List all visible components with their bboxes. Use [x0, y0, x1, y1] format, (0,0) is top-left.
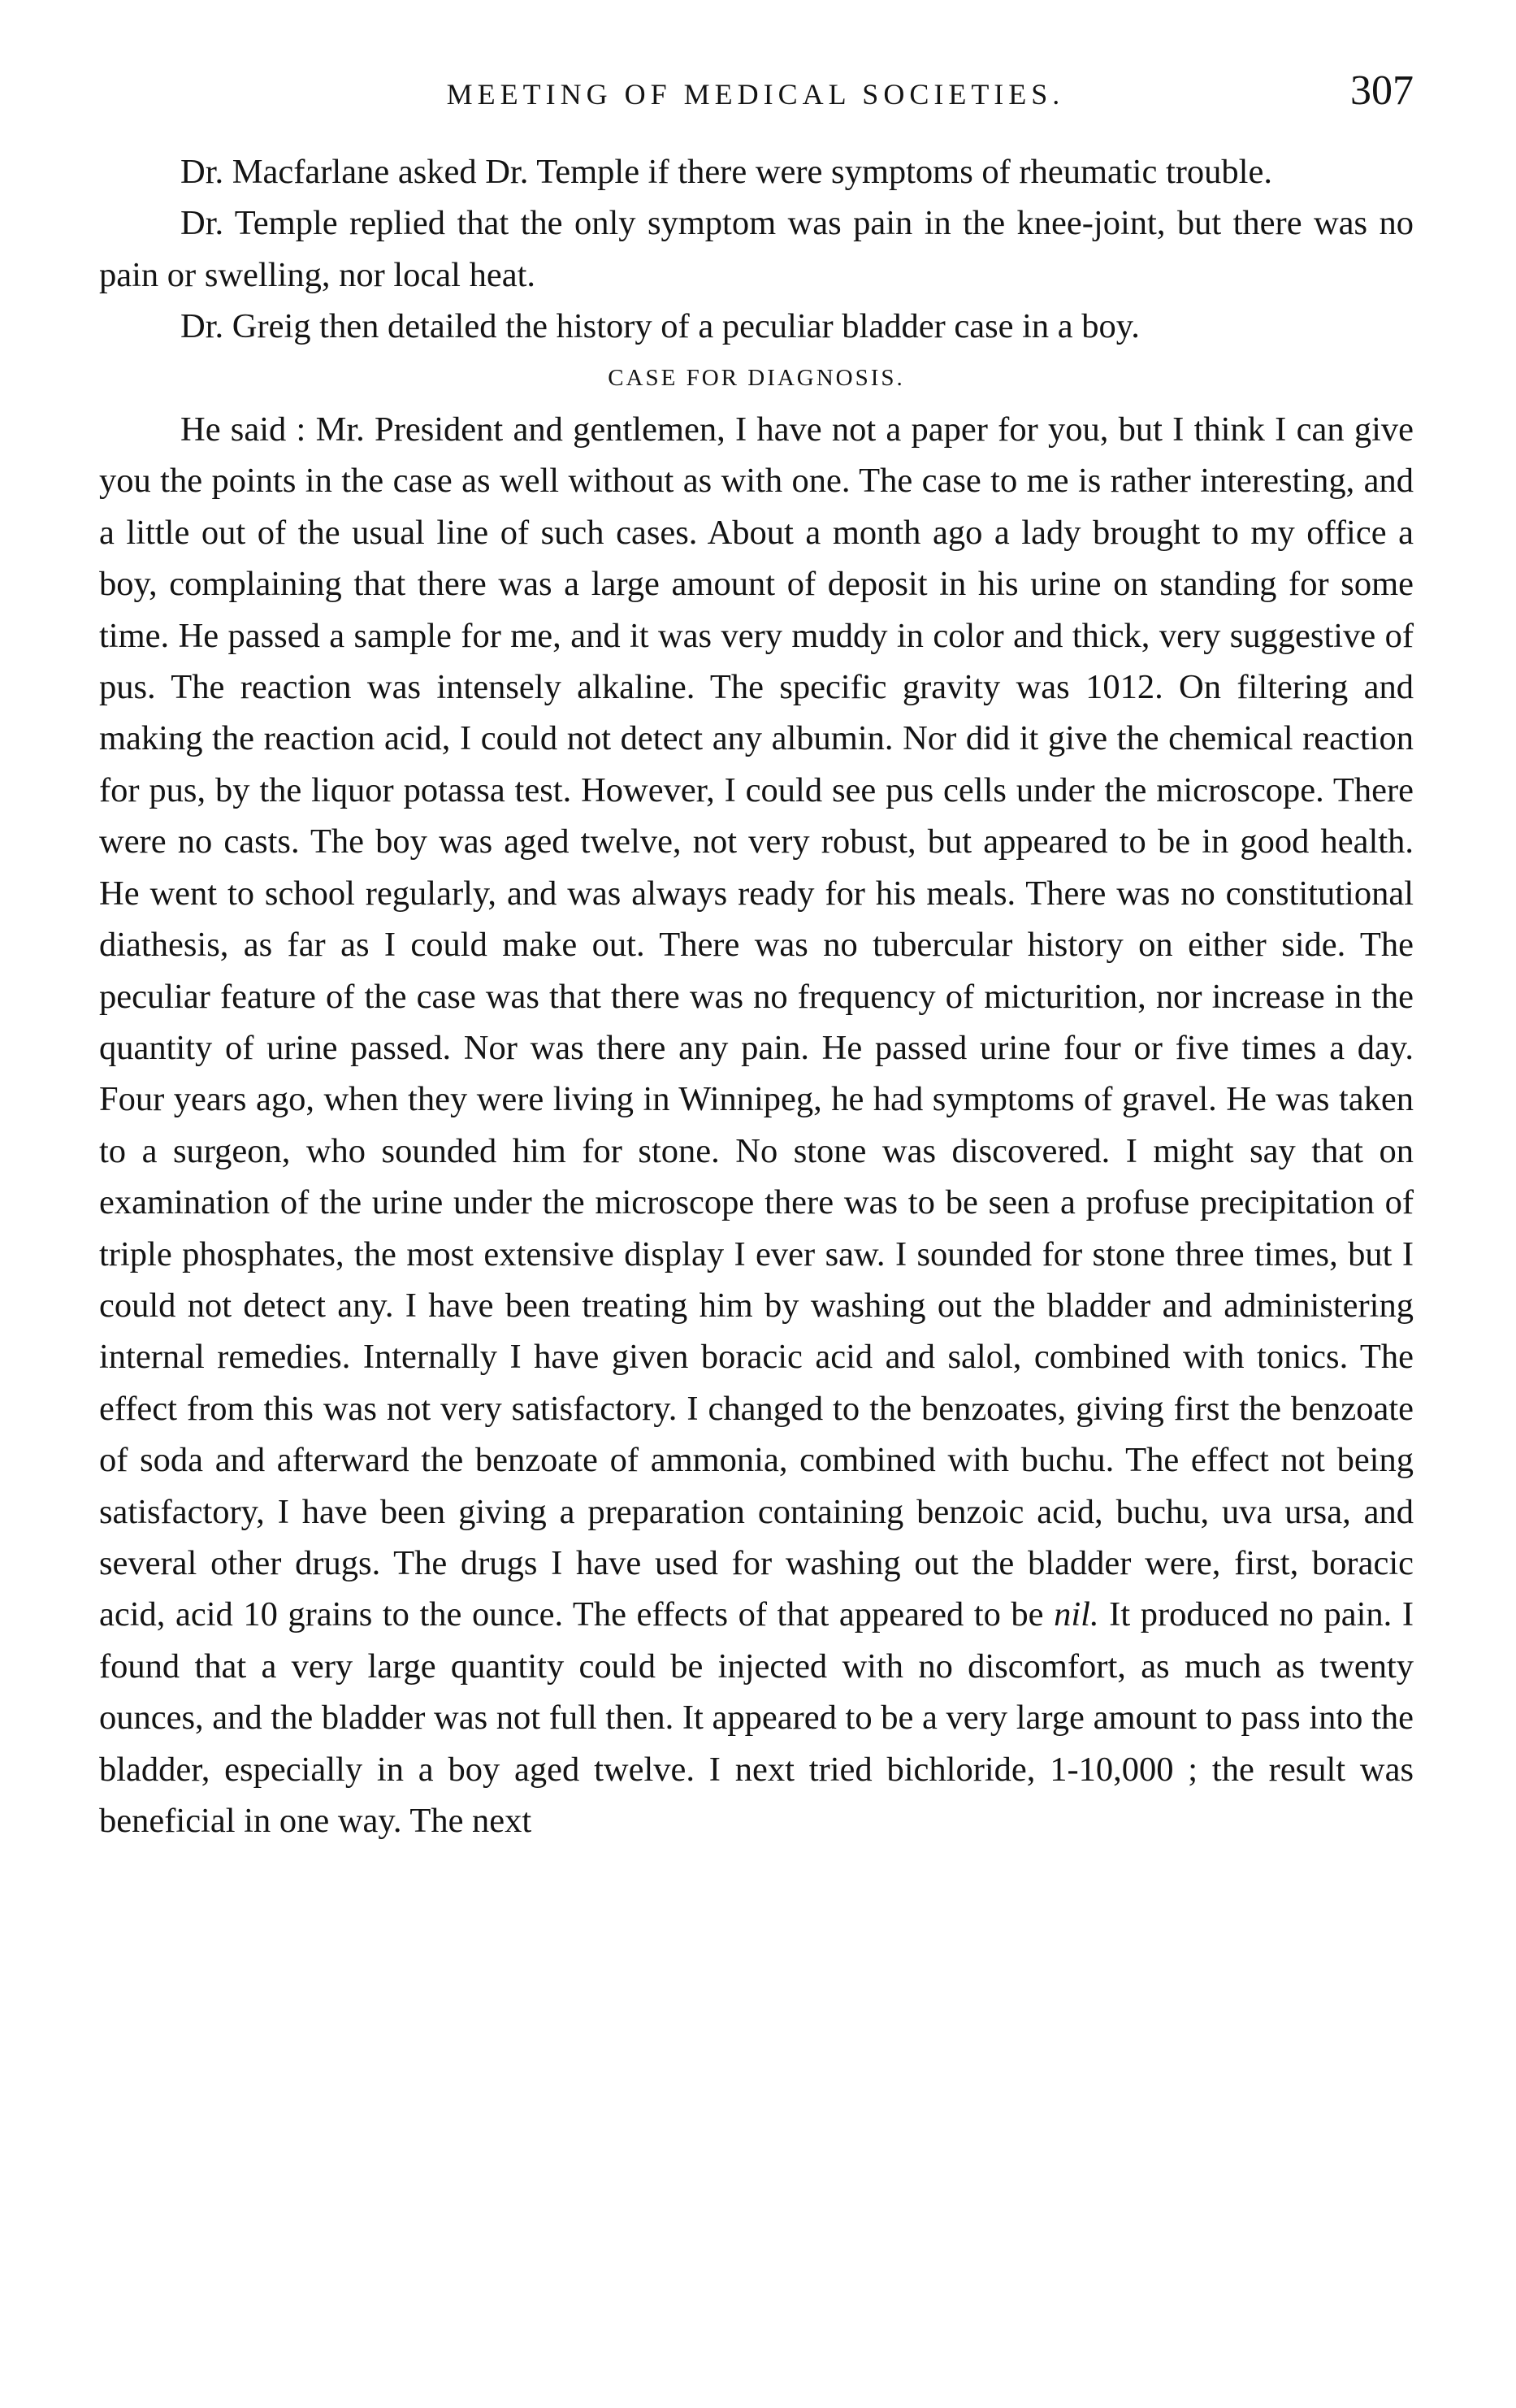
section-heading: CASE FOR DIAGNOSIS.: [608, 364, 905, 391]
paragraph-macfarlane-question: Dr. Macfarlane asked Dr. Temple if there were symptoms of rheumatic trouble.: [180, 153, 1272, 191]
case-history-italic: nil.: [1054, 1595, 1099, 1634]
running-head: [97, 67, 1414, 119]
page-number: 307: [1350, 67, 1414, 114]
case-history-text-end: It produced no pain. I found that a very large quantity could be injected with no discomfort, as much as twenty ounces, and the bladder was not full then. It appeared to be a very large amount to pass into the bladder, especially in a boy aged twelve. I next tried bichloride, 1-10,000 ; the result was beneficial in one way. The next: [99, 1595, 1414, 1840]
paragraph-greig-intro: Dr. Greig then detailed the history of a peculiar bladder case in a boy.: [180, 307, 1140, 346]
case-history-text: He said : Mr. President and gentlemen, I have not a paper for you, but I think I can give you the points in the case as well without as with one. The case to me is rather interesting, and a little out of the usual line of such cases. About a month ago a lady brought to my office a boy, complaining that there was a large amount of deposit in his urine on standing for some time. He passed a sample for me, and it was very muddy in color and thick, very suggestive of pus. The reaction was intensely alkaline. The specific gravity was 1012. On filtering and making the reaction acid, I could not detect any albumin. Nor did it give the chemical reaction for pus, by the liquor potassa test. However, I could see pus cells under the microscope. There were no casts. The boy was aged twelve, not very robust, but appeared to be in good health. He went to school regularly, and was always ready for his meals. There was no constitutional diathesis, as far as I could make out. There was no tubercular history on either side. The peculiar feature of the case was that there was no frequency of micturition, nor increase in the quantity of urine passed. Nor was there any pain. He passed urine four or five times a day. Four years ago, when they were living in Winnipeg, he had symptoms of gravel. He was taken to a surgeon, who sounded him for stone. No stone was discovered. I might say that on examination of the urine under the microscope there was to be seen a profuse precipitation of triple phosphates, the most extensive display I ever saw. I sounded for stone three times, but I could not detect any. I have been treating him by washing out the bladder and administering internal remedies. Internally I have given boracic acid and salol, combined with tonics. The effect from this was not very satisfactory. I changed to the benzoates, giving first the benzoate of soda and afterward the benzoate of ammonia, combined with buchu. The effect not being satisfactory, I have been giving a preparation containing benzoic acid, buchu, uva ursa, and several other drugs. The drugs I have used for washing out the bladder were, first, boracic acid, acid 10 grains to the ounce. The effects of that appeared to be: [99, 410, 1414, 1634]
paragraph-temple-reply: Dr. Temple replied that the only symptom was pain in the knee-joint, but there was no pain or swelling, nor local heat.: [99, 204, 1414, 294]
body-text: [99, 146, 1414, 1846]
running-title: MEETING OF MEDICAL SOCIETIES.: [446, 78, 1065, 111]
paragraph-case-history: [99, 404, 1414, 1846]
